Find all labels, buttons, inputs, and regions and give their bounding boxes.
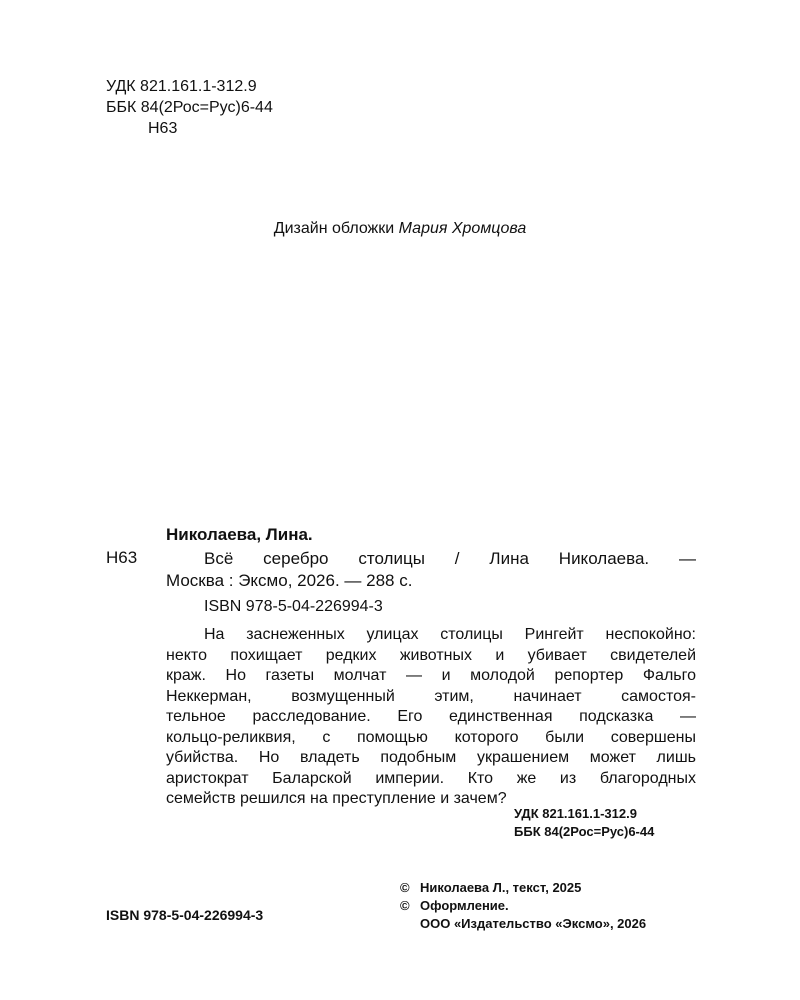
copyright-icon: © (400, 898, 410, 913)
cover-design-credit (0, 220, 800, 238)
annotation-line: На заснеженных улицах столицы Рингейт неспокойно: (204, 626, 696, 643)
udk-code: УДК 821.161.1-312.9 (106, 78, 257, 95)
annotation (166, 625, 696, 810)
annotation-line: некто похищает редких животных и убивает свидетелей (166, 646, 696, 664)
annotation-line: убийства. Но владеть подобным украшением может лишь (166, 749, 696, 766)
udk-code-bottom: УДК 821.161.1-312.9 (514, 806, 637, 821)
classification-codes-bottom (514, 805, 654, 841)
author-mark: Н63 (148, 120, 178, 137)
annotation-line: кольцо-реликвия, с помощью которого были совершены (166, 728, 696, 746)
annotation-line: семейств решился на преступление и зачем? (166, 790, 507, 807)
classification-codes (106, 76, 273, 139)
copyright-design-line: Оформление. (420, 898, 509, 913)
catalog-title (166, 548, 696, 592)
bbk-code: ББК 84(2Рос=Рус)6-44 (106, 99, 273, 116)
isbn-bottom: ISBN 978-5-04-226994-3 (106, 907, 264, 923)
design-label: Дизайн обложки (273, 220, 395, 237)
annotation-line: краж. Но газеты молчат — и молодой репортер Фальго (166, 667, 696, 684)
annotation-line: аристократ Баларской империи. Кто же из благородных (166, 769, 696, 787)
copyright-block (400, 879, 646, 933)
title-line-1: Всё серебро столицы / Лина Николаева. — (204, 549, 696, 568)
catalog-author: Николаева, Лина. (166, 525, 313, 544)
designer-name: Мария Хромцова (398, 220, 527, 237)
copyright-publisher-line: ООО «Издательство «Эксмо», 2026 (420, 916, 647, 931)
annotation-line: Неккерман, возмущенный этим, начинает самостоя- (166, 687, 696, 705)
annotation-line: тельное расследование. Его единственная подсказка — (166, 708, 696, 725)
catalog-isbn: ISBN 978-5-04-226994-3 (204, 598, 383, 615)
copyright-text-line: Николаева Л., текст, 2025 (420, 880, 582, 895)
catalog-author-mark: Н63 (106, 548, 138, 567)
copyright-icon: © (400, 880, 410, 895)
title-line-2: Москва : Эксмо, 2026. — 288 с. (166, 571, 413, 590)
bbk-code-bottom: ББК 84(2Рос=Рус)6-44 (514, 824, 655, 839)
